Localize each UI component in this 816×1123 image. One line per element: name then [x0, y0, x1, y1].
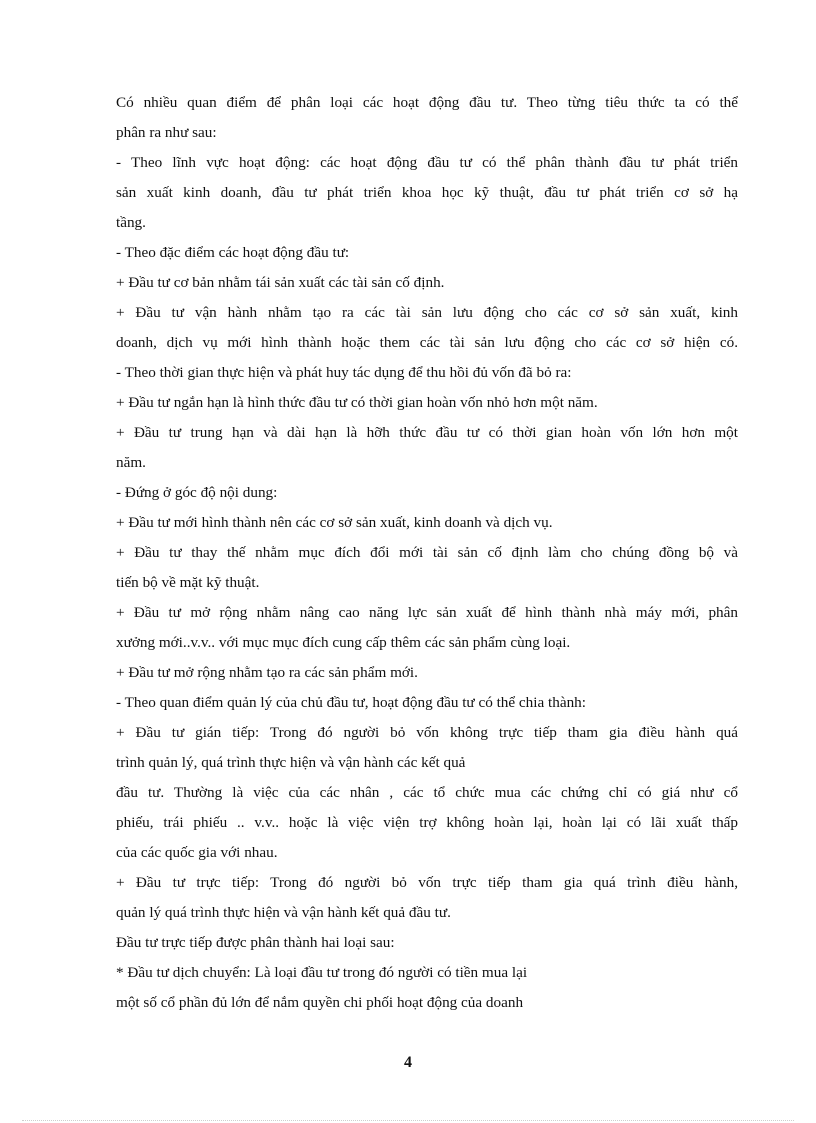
text-line: * Đầu tư dịch chuyển: Là loại đầu tư trong đó người có tiền mua lại: [116, 964, 528, 981]
text-line: sản xuất kinh doanh, đầu tư phát triển khoa học kỹ thuật, đầu tư phát triển cơ sở hạ: [116, 184, 738, 201]
text-line: Có nhiều quan điểm để phân loại các hoạt động đầu tư. Theo từng tiêu thức ta có thể: [116, 94, 738, 111]
text-line: - Theo lĩnh vực hoạt động: các hoạt động đầu tư có thể phân thành đầu tư phát triển: [116, 154, 738, 171]
text-line: quản lý quá trình thực hiện và vận hành kết quả đầu tư.: [116, 904, 451, 921]
text-line: - Theo đặc điểm các hoạt động đầu tư:: [116, 244, 350, 261]
text-line: năm.: [116, 454, 146, 471]
text-line: của các quốc gia với nhau.: [116, 844, 278, 861]
text-line: - Theo quan điểm quản lý của chủ đầu tư, hoạt động đầu tư có thể chia thành:: [116, 694, 586, 711]
text-line: - Theo thời gian thực hiện và phát huy tác dụng để thu hồi đủ vốn đã bỏ ra:: [116, 364, 572, 381]
text-line: một số cổ phần đủ lớn để nắm quyền chi phối hoạt động của doanh: [116, 994, 524, 1011]
text-line: + Đầu tư trực tiếp: Trong đó người bỏ vốn trực tiếp tham gia quá trình điều hành,: [116, 874, 738, 891]
text-line: phiếu, trái phiếu .. v.v.. hoặc là việc viện trợ không hoàn lại, hoàn lại có lãi xuất thấp: [116, 814, 738, 831]
text-line: + Đầu tư gián tiếp: Trong đó người bỏ vốn không trực tiếp tham gia điều hành quá: [116, 724, 738, 741]
text-line: Đầu tư trực tiếp được phân thành hai loại sau:: [116, 934, 395, 951]
text-line: + Đầu tư ngắn hạn là hình thức đầu tư có thời gian hoàn vốn nhỏ hơn một năm.: [116, 394, 598, 411]
page-number: 4: [404, 1054, 412, 1071]
text-line: xưởng mới..v.v.. với mục mục đích cung cấp thêm các sản phẩm cùng loại.: [116, 634, 571, 651]
text-line: + Đầu tư mới hình thành nên các cơ sở sản xuất, kinh doanh và dịch vụ.: [116, 514, 553, 531]
text-line: doanh, dịch vụ mới hình thành hoặc them các tài sản lưu động cho các cơ sở hiện có.: [116, 334, 738, 351]
page-bottom-divider: [22, 1120, 794, 1121]
text-line: + Đầu tư cơ bản nhằm tái sản xuất các tài sản cố định.: [116, 274, 445, 291]
text-line: + Đầu tư trung hạn và dài hạn là hỡh thức đầu tư có thời gian hoàn vốn lớn hơn một: [116, 424, 738, 441]
text-line: + Đầu tư thay thế nhằm mục đích đổi mới tài sản cố định làm cho chúng đồng bộ và: [116, 544, 738, 561]
text-line: tiến bộ về mặt kỹ thuật.: [116, 574, 260, 591]
text-line: + Đầu tư vận hành nhằm tạo ra các tài sản lưu động cho các cơ sở sản xuất, kinh: [116, 304, 738, 321]
text-line: trình quản lý, quá trình thực hiện và vận hành các kết quả: [116, 754, 466, 771]
text-line: phân ra như sau:: [116, 124, 217, 141]
text-line: - Đứng ở góc độ nội dung:: [116, 484, 278, 501]
text-line: tầng.: [116, 214, 146, 231]
text-line: + Đầu tư mở rộng nhằm nâng cao năng lực sản xuất để hình thành nhà máy mới, phân: [116, 604, 738, 621]
text-line: + Đầu tư mở rộng nhằm tạo ra các sản phẩm mới.: [116, 664, 418, 681]
text-line: đầu tư. Thường là việc của các nhân , các tổ chức mua các chứng chỉ có giá như cổ: [116, 784, 738, 801]
